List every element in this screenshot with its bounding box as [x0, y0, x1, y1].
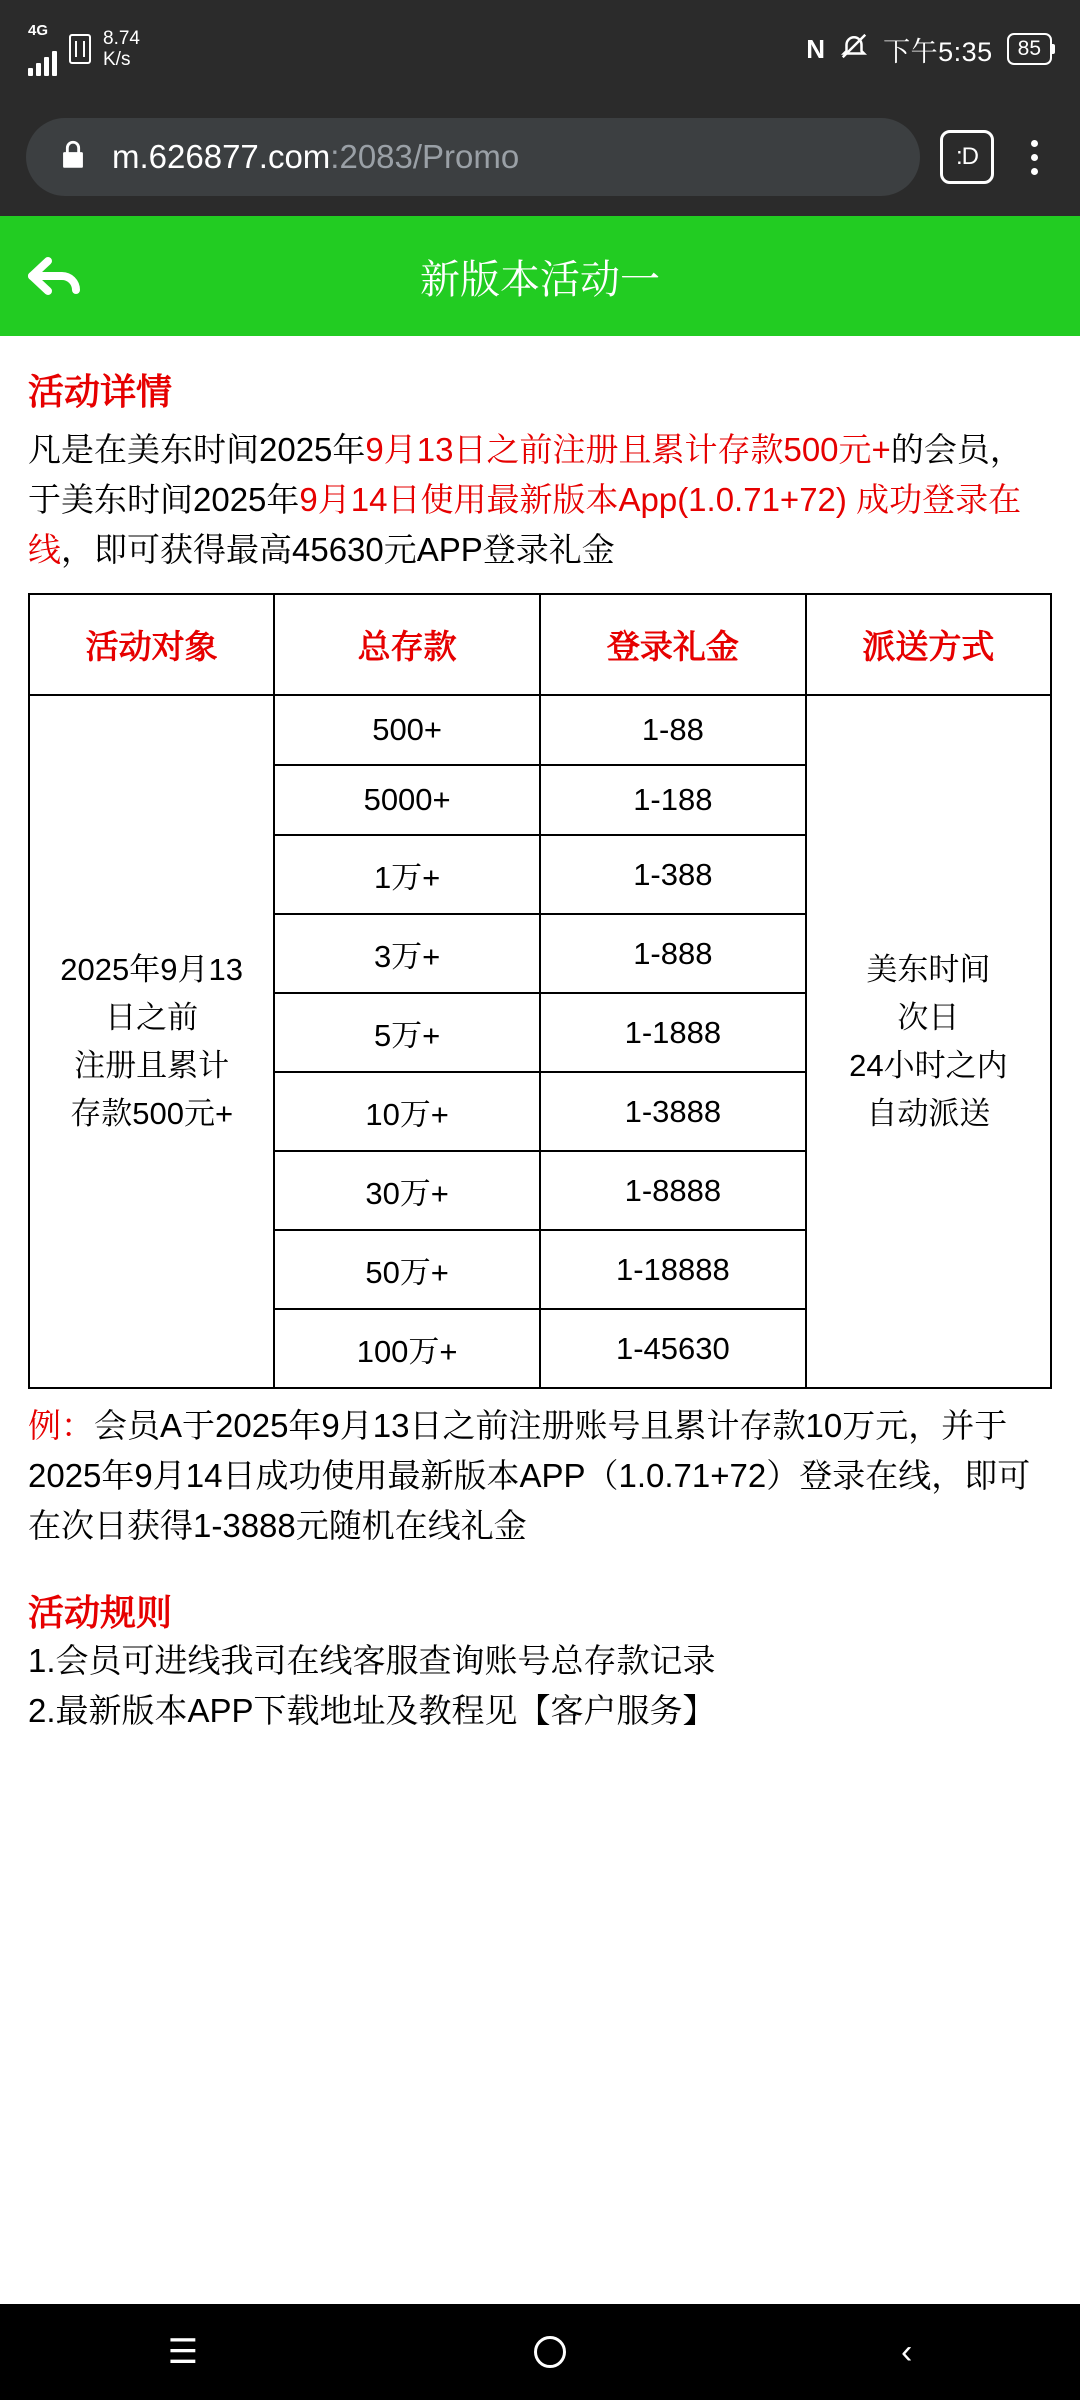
- detail-seg-4: ，即可获得最高45630元APP登录礼金: [61, 531, 615, 568]
- table-cell-deposit: 5000+: [274, 765, 540, 835]
- table-cell-deposit: 10万+: [274, 1072, 540, 1151]
- page-header: [0, 216, 1080, 336]
- table-header-bonus: 登录礼金: [540, 594, 806, 695]
- table-cell-deposit: 50万+: [274, 1230, 540, 1309]
- status-bar-left: [28, 23, 140, 76]
- detail-seg-1: 9月13日之前注册且累计存款500元+: [365, 431, 891, 468]
- status-bar-right: [806, 30, 1052, 69]
- example-text: 会员A于2025年9月13日之前注册账号且累计存款10万元，并于2025年9月14日成功使用最新版本APP（1.0.71+72）登录在线，即可在次日获得1-3888元随机在线礼金: [28, 1407, 1031, 1544]
- rules-heading: 活动规则: [28, 1592, 173, 1633]
- address-bar[interactable]: [26, 118, 920, 196]
- table-cell-deposit: 3万+: [274, 914, 540, 993]
- table-header-target: 活动对象: [29, 594, 274, 695]
- sim-card-icon: [69, 34, 91, 64]
- recents-icon[interactable]: ☰: [167, 2333, 199, 2371]
- url-domain: m.626877.com: [112, 138, 331, 175]
- table-header-row: [29, 594, 1051, 695]
- back-arrow-icon[interactable]: [0, 249, 110, 303]
- network-type-label: 4G: [28, 21, 49, 39]
- lock-icon: [56, 138, 90, 177]
- bonus-table: [28, 593, 1052, 1389]
- table-cell-bonus: 1-888: [540, 914, 806, 993]
- table-cell-bonus: 1-8888: [540, 1151, 806, 1230]
- detail-heading: 活动详情: [28, 371, 173, 412]
- nfc-icon: N: [806, 33, 826, 64]
- table-row: [29, 695, 1051, 765]
- table-cell-bonus: 1-3888: [540, 1072, 806, 1151]
- network-speed-unit: K/s: [103, 49, 131, 70]
- table-cell-deposit: 1万+: [274, 835, 540, 914]
- example-label: 例：: [28, 1407, 94, 1444]
- detail-paragraph: [28, 425, 1052, 575]
- table-cell-bonus: 1-188: [540, 765, 806, 835]
- table-cell-target: [29, 695, 274, 1388]
- android-nav-bar: [0, 2304, 1080, 2400]
- table-cell-bonus: 1-45630: [540, 1309, 806, 1388]
- status-bar: [0, 0, 1080, 98]
- table-cell-deposit: 100万+: [274, 1309, 540, 1388]
- signal-strength-icon: [28, 50, 57, 76]
- rule-item-1: 1.会员可进线我司在线客服查询账号总存款记录: [28, 1642, 716, 1679]
- table-cell-delivery: [806, 695, 1051, 1388]
- delivery-line-0: 美东时间: [866, 951, 991, 987]
- home-icon[interactable]: [534, 2336, 566, 2368]
- url-path: :2083/Promo: [330, 138, 520, 175]
- browser-toolbar: [0, 98, 1080, 216]
- target-line-2: 注册且累计: [74, 1047, 230, 1083]
- detail-seg-0: 凡是在美东时间2025年: [28, 431, 366, 468]
- table-header-delivery: 派送方式: [806, 594, 1051, 695]
- clock: 下午5:35: [883, 36, 993, 67]
- back-icon[interactable]: ‹: [900, 2333, 913, 2371]
- table-cell-deposit: 30万+: [274, 1151, 540, 1230]
- overflow-menu-icon[interactable]: [1014, 140, 1054, 175]
- table-cell-bonus: 1-388: [540, 835, 806, 914]
- table-cell-bonus: 1-88: [540, 695, 806, 765]
- page-title: 新版本活动一: [420, 257, 660, 302]
- table-header-deposit: 总存款: [274, 594, 540, 695]
- network-speed: [103, 28, 140, 70]
- table-cell-bonus: 1-18888: [540, 1230, 806, 1309]
- detail-seg-3: 9月14日使用最新版本App(1.0.71+72) 成功登录在线: [28, 481, 1022, 568]
- delivery-line-2: 24小时之内: [849, 1047, 1008, 1083]
- example-paragraph: [28, 1401, 1052, 1551]
- url-text: [112, 138, 519, 176]
- promotion-content: [0, 336, 1080, 2304]
- rule-item-2: 2.最新版本APP下载地址及教程见【客户服务】: [28, 1692, 716, 1729]
- battery-indicator: 85: [1007, 33, 1052, 65]
- table-cell-deposit: 5万+: [274, 993, 540, 1072]
- target-line-1: 日之前: [105, 999, 199, 1035]
- network-speed-value: 8.74: [103, 28, 140, 49]
- tab-switcher-button[interactable]: :D: [940, 130, 994, 184]
- table-cell-deposit: 500+: [274, 695, 540, 765]
- mute-bell-icon: [839, 31, 869, 68]
- detail-seg-2: 的会员，于美东时间2025年: [28, 431, 1023, 518]
- target-line-0: 2025年9月13: [60, 951, 243, 987]
- delivery-line-3: 自动派送: [866, 1095, 991, 1131]
- target-line-3: 存款500元+: [70, 1095, 234, 1131]
- table-cell-bonus: 1-1888: [540, 993, 806, 1072]
- delivery-line-1: 次日: [897, 999, 960, 1035]
